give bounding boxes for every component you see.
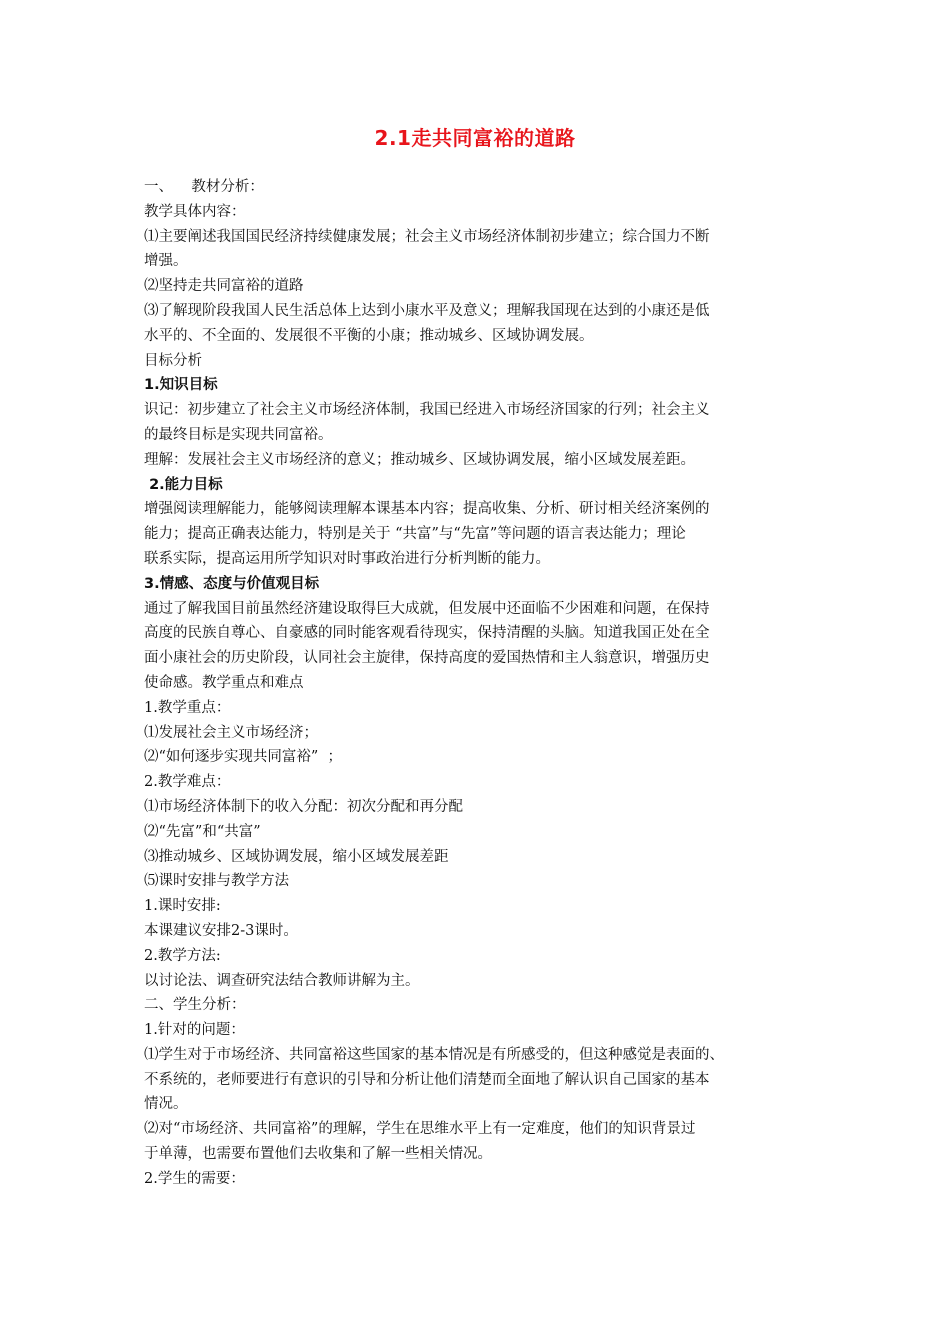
text-line: ⑵“先富”和“共富” xyxy=(144,823,261,840)
text-line: 目标分析 xyxy=(144,352,202,369)
text-line: 联系实际，提高运用所学知识对时事政治进行分析判断的能力。 xyxy=(144,550,550,567)
text-line: 增强阅读理解能力，能够阅读理解本课基本内容；提高收集、分析、研讨相关经济案例的 xyxy=(144,501,710,518)
text-line: 面小康社会的历史阶段，认同社会主旋律，保持高度的爱国热情和主人翁意识，增强历史 xyxy=(144,650,710,667)
text-line: 的最终目标是实现共同富裕。 xyxy=(144,426,333,443)
text-line: 2.学生的需要： xyxy=(144,1170,245,1187)
text-line: 2.教学难点： xyxy=(144,774,231,791)
text-line: 2.能力目标 xyxy=(144,476,223,493)
text-line: 情况。 xyxy=(144,1096,188,1113)
text-line: 以讨论法、调查研究法结合教师讲解为主。 xyxy=(144,972,420,989)
text-line: ⑴发展社会主义市场经济； xyxy=(144,724,318,741)
text-line: 高度的民族自尊心、自豪感的同时能客观看待现实，保持清醒的头脑。知道我国正处在全 xyxy=(144,625,710,642)
text-line: ⑵“如何逐步实现共同富裕” ； xyxy=(144,749,343,766)
document-title: 2.1走共同富裕的道路 xyxy=(374,126,576,150)
text-line: 1.针对的问题： xyxy=(144,1022,245,1039)
text-line: ⑴主要阐述我国国民经济持续健康发展；社会主义市场经济体制初步建立；综合国力不断 xyxy=(144,228,710,245)
text-line: 本课建议安排2-3课时。 xyxy=(144,922,298,939)
text-line: 不系统的，老师要进行有意识的引导和分析让他们清楚而全面地了解认识自己国家的基本 xyxy=(144,1071,710,1088)
text-line: ⑵对“市场经济、共同富裕”的理解，学生在思维水平上有一定难度，他们的知识背景过 xyxy=(144,1121,696,1138)
text-line: 识记：初步建立了社会主义市场经济体制，我国已经进入市场经济国家的行列；社会主义 xyxy=(144,402,710,419)
text-line: ⑴学生对于市场经济、共同富裕这些国家的基本情况是有所感受的，但这种感觉是表面的、 xyxy=(144,1046,724,1063)
text-line: ⑸课时安排与教学方法 xyxy=(144,873,289,890)
text-line: 1.教学重点： xyxy=(144,699,231,716)
text-line: 1.知识目标 xyxy=(144,377,218,394)
text-line: 能力；提高正确表达能力，特别是关于 “共富”与“先富”等问题的语言表达能力；理论 xyxy=(144,526,686,543)
text-line: 3.情感、态度与价值观目标 xyxy=(144,575,320,592)
text-line: 使命感。教学重点和难点 xyxy=(144,674,304,691)
text-line: ⑵坚持走共同富裕的道路 xyxy=(144,278,304,295)
text-line: 于单薄，也需要布置他们去收集和了解一些相关情况。 xyxy=(144,1146,492,1163)
text-line: 水平的、不全面的、发展很不平衡的小康；推动城乡、区域协调发展。 xyxy=(144,327,594,344)
text-line: 一、 教材分析： xyxy=(144,179,264,195)
text-line: 二、学生分析： xyxy=(144,997,246,1014)
text-line: 1.课时安排: xyxy=(144,898,221,915)
text-line: ⑶推动城乡、区域协调发展，缩小区域发展差距 xyxy=(144,848,449,865)
text-line: 增强。 xyxy=(144,253,188,270)
text-line: 理解：发展社会主义市场经济的意义；推动城乡、区域协调发展，缩小区域发展差距。 xyxy=(144,451,695,468)
text-line: ⑶了解现阶段我国人民生活总体上达到小康水平及意义；理解我国现在达到的小康还是低 xyxy=(144,302,710,319)
text-line: 教学具体内容： xyxy=(144,203,246,220)
text-line: ⑴市场经济体制下的收入分配：初次分配和再分配 xyxy=(144,798,463,815)
text-line: 2.教学方法: xyxy=(144,947,221,964)
text-line: 通过了解我国目前虽然经济建设取得巨大成就，但发展中还面临不少困难和问题，在保持 xyxy=(144,600,710,617)
document-body xyxy=(144,175,809,1192)
